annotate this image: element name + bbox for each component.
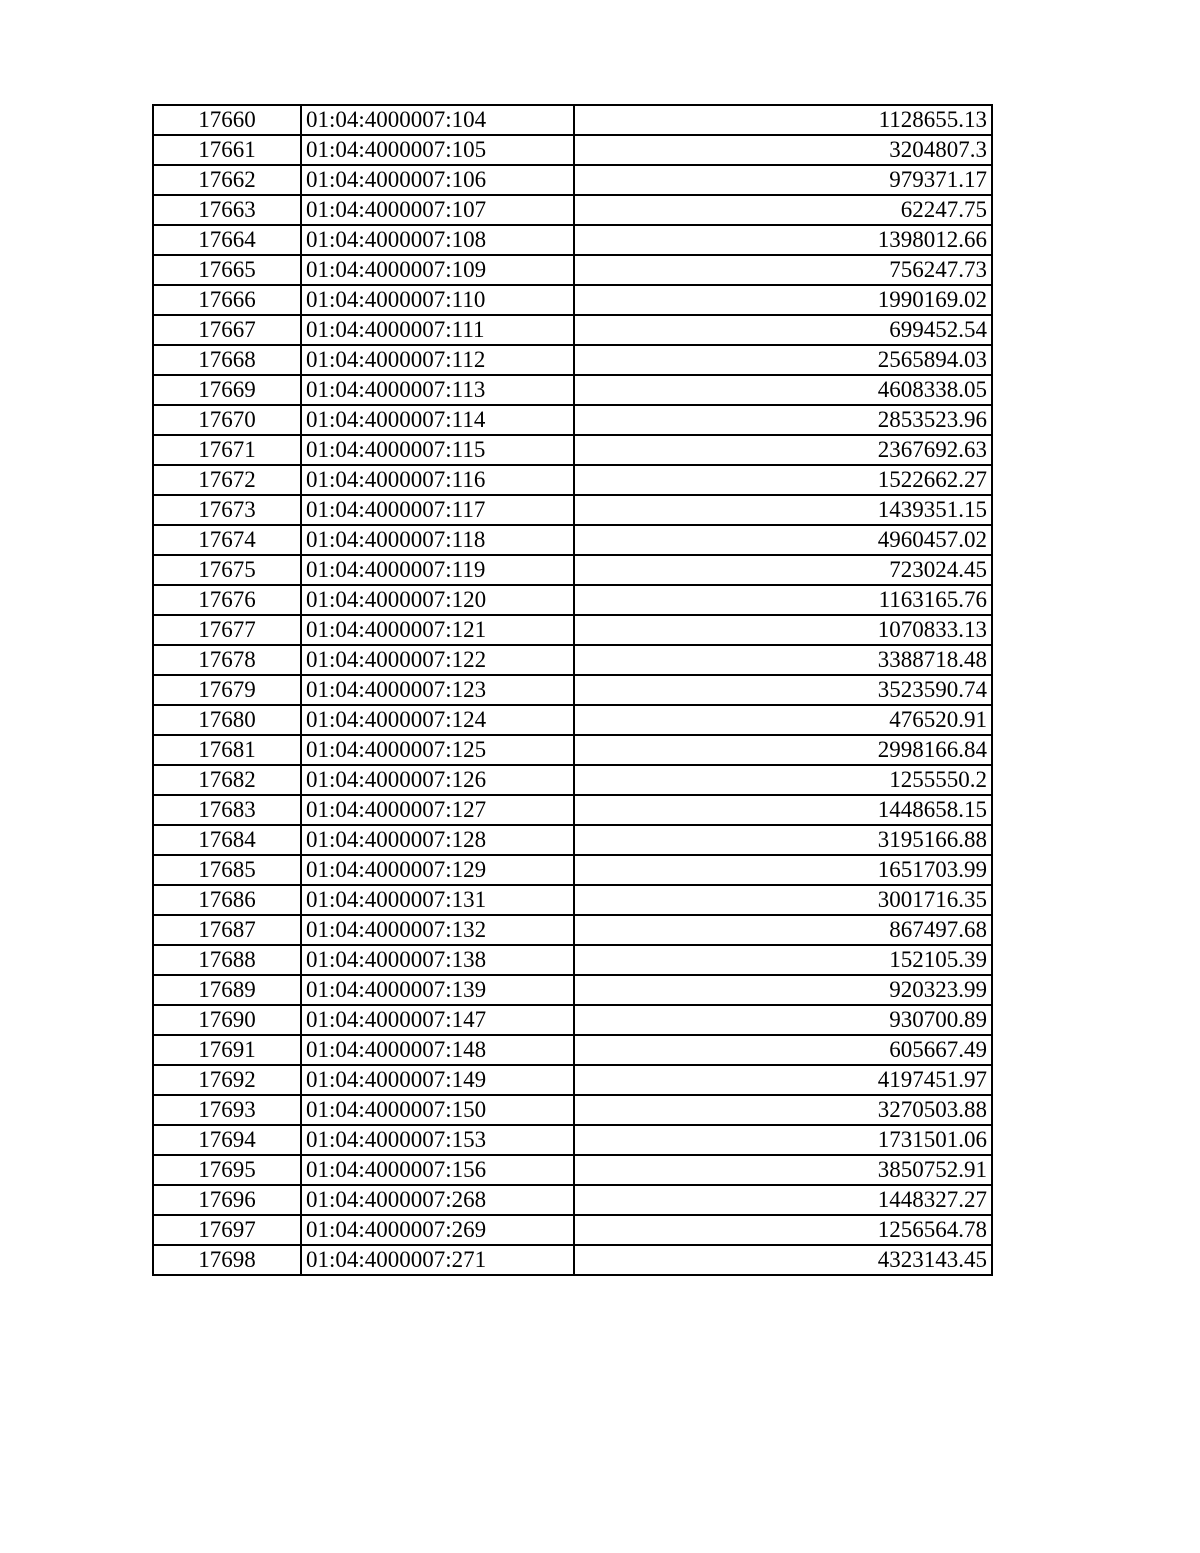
value-cell: 2565894.03 bbox=[574, 345, 992, 375]
value-cell: 1256564.78 bbox=[574, 1215, 992, 1245]
cadastral-number-cell: 01:04:4000007:149 bbox=[301, 1065, 574, 1095]
row-number-cell: 17688 bbox=[153, 945, 301, 975]
value-cell: 756247.73 bbox=[574, 255, 992, 285]
row-number-cell: 17694 bbox=[153, 1125, 301, 1155]
table-row bbox=[153, 645, 992, 675]
table-row bbox=[153, 1215, 992, 1245]
cadastral-number-cell: 01:04:4000007:127 bbox=[301, 795, 574, 825]
row-number-cell: 17661 bbox=[153, 135, 301, 165]
table-row bbox=[153, 1155, 992, 1185]
value-cell: 3270503.88 bbox=[574, 1095, 992, 1125]
cadastral-number-cell: 01:04:4000007:269 bbox=[301, 1215, 574, 1245]
table-row bbox=[153, 285, 992, 315]
value-cell: 1990169.02 bbox=[574, 285, 992, 315]
row-number-cell: 17691 bbox=[153, 1035, 301, 1065]
cadastral-number-cell: 01:04:4000007:121 bbox=[301, 615, 574, 645]
row-number-cell: 17676 bbox=[153, 585, 301, 615]
row-number-cell: 17697 bbox=[153, 1215, 301, 1245]
value-cell: 1731501.06 bbox=[574, 1125, 992, 1155]
cadastral-number-cell: 01:04:4000007:156 bbox=[301, 1155, 574, 1185]
row-number-cell: 17674 bbox=[153, 525, 301, 555]
row-number-cell: 17690 bbox=[153, 1005, 301, 1035]
row-number-cell: 17684 bbox=[153, 825, 301, 855]
row-number-cell: 17693 bbox=[153, 1095, 301, 1125]
row-number-cell: 17686 bbox=[153, 885, 301, 915]
cadastral-number-cell: 01:04:4000007:129 bbox=[301, 855, 574, 885]
row-number-cell: 17660 bbox=[153, 105, 301, 135]
row-number-cell: 17664 bbox=[153, 225, 301, 255]
value-cell: 1163165.76 bbox=[574, 585, 992, 615]
table-row bbox=[153, 1005, 992, 1035]
table-row bbox=[153, 1095, 992, 1125]
value-cell: 699452.54 bbox=[574, 315, 992, 345]
table-row bbox=[153, 855, 992, 885]
cadastral-number-cell: 01:04:4000007:116 bbox=[301, 465, 574, 495]
row-number-cell: 17698 bbox=[153, 1245, 301, 1275]
cadastral-number-cell: 01:04:4000007:118 bbox=[301, 525, 574, 555]
table-row bbox=[153, 105, 992, 135]
cadastral-number-cell: 01:04:4000007:106 bbox=[301, 165, 574, 195]
value-cell: 2853523.96 bbox=[574, 405, 992, 435]
value-cell: 3388718.48 bbox=[574, 645, 992, 675]
table-row bbox=[153, 1245, 992, 1275]
value-cell: 920323.99 bbox=[574, 975, 992, 1005]
table-row bbox=[153, 1185, 992, 1215]
cadastral-number-cell: 01:04:4000007:112 bbox=[301, 345, 574, 375]
cadastral-number-cell: 01:04:4000007:115 bbox=[301, 435, 574, 465]
cadastral-number-cell: 01:04:4000007:138 bbox=[301, 945, 574, 975]
value-cell: 152105.39 bbox=[574, 945, 992, 975]
table-row bbox=[153, 525, 992, 555]
cadastral-number-cell: 01:04:4000007:128 bbox=[301, 825, 574, 855]
cadastral-number-cell: 01:04:4000007:271 bbox=[301, 1245, 574, 1275]
value-cell: 2367692.63 bbox=[574, 435, 992, 465]
table-row bbox=[153, 675, 992, 705]
row-number-cell: 17673 bbox=[153, 495, 301, 525]
row-number-cell: 17667 bbox=[153, 315, 301, 345]
value-cell: 4960457.02 bbox=[574, 525, 992, 555]
table-row bbox=[153, 225, 992, 255]
value-cell: 3523590.74 bbox=[574, 675, 992, 705]
row-number-cell: 17662 bbox=[153, 165, 301, 195]
row-number-cell: 17683 bbox=[153, 795, 301, 825]
cadastral-number-cell: 01:04:4000007:113 bbox=[301, 375, 574, 405]
row-number-cell: 17675 bbox=[153, 555, 301, 585]
value-cell: 1448658.15 bbox=[574, 795, 992, 825]
table-row bbox=[153, 1065, 992, 1095]
row-number-cell: 17695 bbox=[153, 1155, 301, 1185]
table-row bbox=[153, 495, 992, 525]
cadastral-number-cell: 01:04:4000007:125 bbox=[301, 735, 574, 765]
table-body bbox=[153, 105, 992, 1275]
table-row bbox=[153, 795, 992, 825]
row-number-cell: 17666 bbox=[153, 285, 301, 315]
data-table bbox=[152, 104, 993, 1276]
cadastral-number-cell: 01:04:4000007:148 bbox=[301, 1035, 574, 1065]
row-number-cell: 17680 bbox=[153, 705, 301, 735]
cadastral-number-cell: 01:04:4000007:147 bbox=[301, 1005, 574, 1035]
value-cell: 3195166.88 bbox=[574, 825, 992, 855]
row-number-cell: 17692 bbox=[153, 1065, 301, 1095]
value-cell: 4323143.45 bbox=[574, 1245, 992, 1275]
cadastral-number-cell: 01:04:4000007:139 bbox=[301, 975, 574, 1005]
row-number-cell: 17677 bbox=[153, 615, 301, 645]
value-cell: 3850752.91 bbox=[574, 1155, 992, 1185]
value-cell: 1070833.13 bbox=[574, 615, 992, 645]
row-number-cell: 17668 bbox=[153, 345, 301, 375]
table-row bbox=[153, 165, 992, 195]
row-number-cell: 17670 bbox=[153, 405, 301, 435]
row-number-cell: 17665 bbox=[153, 255, 301, 285]
cadastral-number-cell: 01:04:4000007:123 bbox=[301, 675, 574, 705]
cadastral-number-cell: 01:04:4000007:119 bbox=[301, 555, 574, 585]
table-row bbox=[153, 405, 992, 435]
cadastral-number-cell: 01:04:4000007:110 bbox=[301, 285, 574, 315]
table-row bbox=[153, 885, 992, 915]
row-number-cell: 17682 bbox=[153, 765, 301, 795]
cadastral-number-cell: 01:04:4000007:105 bbox=[301, 135, 574, 165]
table-row bbox=[153, 765, 992, 795]
row-number-cell: 17663 bbox=[153, 195, 301, 225]
table-row bbox=[153, 825, 992, 855]
cadastral-number-cell: 01:04:4000007:109 bbox=[301, 255, 574, 285]
value-cell: 62247.75 bbox=[574, 195, 992, 225]
table-row bbox=[153, 315, 992, 345]
table-row bbox=[153, 375, 992, 405]
value-cell: 3204807.3 bbox=[574, 135, 992, 165]
table-row bbox=[153, 705, 992, 735]
cadastral-number-cell: 01:04:4000007:126 bbox=[301, 765, 574, 795]
table-row bbox=[153, 1125, 992, 1155]
cadastral-number-cell: 01:04:4000007:153 bbox=[301, 1125, 574, 1155]
value-cell: 1522662.27 bbox=[574, 465, 992, 495]
value-cell: 1128655.13 bbox=[574, 105, 992, 135]
value-cell: 979371.17 bbox=[574, 165, 992, 195]
value-cell: 476520.91 bbox=[574, 705, 992, 735]
cadastral-number-cell: 01:04:4000007:120 bbox=[301, 585, 574, 615]
value-cell: 930700.89 bbox=[574, 1005, 992, 1035]
cadastral-number-cell: 01:04:4000007:124 bbox=[301, 705, 574, 735]
row-number-cell: 17679 bbox=[153, 675, 301, 705]
table-row bbox=[153, 135, 992, 165]
table-row bbox=[153, 615, 992, 645]
value-cell: 605667.49 bbox=[574, 1035, 992, 1065]
table-row bbox=[153, 735, 992, 765]
table-row bbox=[153, 915, 992, 945]
value-cell: 4197451.97 bbox=[574, 1065, 992, 1095]
cadastral-number-cell: 01:04:4000007:107 bbox=[301, 195, 574, 225]
row-number-cell: 17685 bbox=[153, 855, 301, 885]
value-cell: 723024.45 bbox=[574, 555, 992, 585]
row-number-cell: 17669 bbox=[153, 375, 301, 405]
cadastral-number-cell: 01:04:4000007:114 bbox=[301, 405, 574, 435]
table-row bbox=[153, 1035, 992, 1065]
value-cell: 1651703.99 bbox=[574, 855, 992, 885]
table-row bbox=[153, 555, 992, 585]
table-row bbox=[153, 345, 992, 375]
value-cell: 1448327.27 bbox=[574, 1185, 992, 1215]
cadastral-number-cell: 01:04:4000007:122 bbox=[301, 645, 574, 675]
row-number-cell: 17678 bbox=[153, 645, 301, 675]
row-number-cell: 17696 bbox=[153, 1185, 301, 1215]
cadastral-number-cell: 01:04:4000007:132 bbox=[301, 915, 574, 945]
table-row bbox=[153, 585, 992, 615]
table-row bbox=[153, 945, 992, 975]
table-row bbox=[153, 435, 992, 465]
table-row bbox=[153, 975, 992, 1005]
table-row bbox=[153, 465, 992, 495]
value-cell: 4608338.05 bbox=[574, 375, 992, 405]
row-number-cell: 17689 bbox=[153, 975, 301, 1005]
value-cell: 1398012.66 bbox=[574, 225, 992, 255]
table-row bbox=[153, 195, 992, 225]
cadastral-number-cell: 01:04:4000007:108 bbox=[301, 225, 574, 255]
value-cell: 3001716.35 bbox=[574, 885, 992, 915]
cadastral-number-cell: 01:04:4000007:131 bbox=[301, 885, 574, 915]
value-cell: 1255550.2 bbox=[574, 765, 992, 795]
cadastral-number-cell: 01:04:4000007:268 bbox=[301, 1185, 574, 1215]
row-number-cell: 17681 bbox=[153, 735, 301, 765]
cadastral-number-cell: 01:04:4000007:117 bbox=[301, 495, 574, 525]
row-number-cell: 17671 bbox=[153, 435, 301, 465]
table-row bbox=[153, 255, 992, 285]
value-cell: 2998166.84 bbox=[574, 735, 992, 765]
row-number-cell: 17687 bbox=[153, 915, 301, 945]
cadastral-number-cell: 01:04:4000007:150 bbox=[301, 1095, 574, 1125]
value-cell: 867497.68 bbox=[574, 915, 992, 945]
row-number-cell: 17672 bbox=[153, 465, 301, 495]
cadastral-number-cell: 01:04:4000007:111 bbox=[301, 315, 574, 345]
value-cell: 1439351.15 bbox=[574, 495, 992, 525]
cadastral-number-cell: 01:04:4000007:104 bbox=[301, 105, 574, 135]
